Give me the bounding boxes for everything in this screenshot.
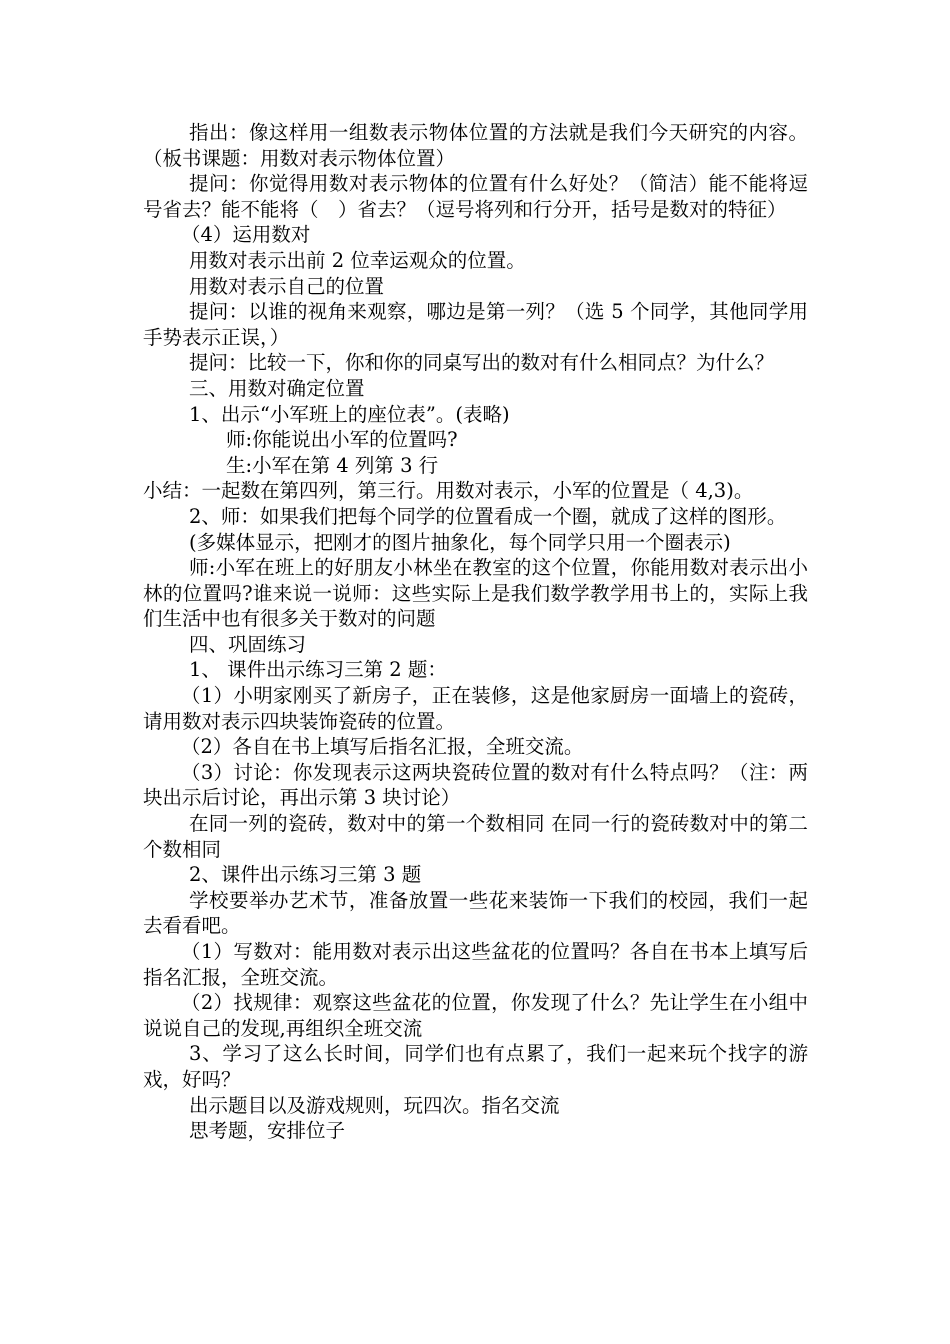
paragraph: (多媒体显示，把刚才的图片抽象化，每个同学只用一个圈表示) xyxy=(189,530,731,554)
paragraph: （2）找规律：观察这些盆花的位置，你发现了什么？先让学生在小组中说说自己的发现,再组织全班交流 xyxy=(143,991,808,1040)
paragraph: 2、师：如果我们把每个同学的位置看成一个圈，就成了这样的图形。 xyxy=(189,504,787,528)
paragraph: 用数对表示出前 2 位幸运观众的位置。 xyxy=(189,248,526,272)
paragraph: （2）各自在书上填写后指名汇报，全班交流。 xyxy=(181,735,584,759)
paragraph: （4）运用数对 xyxy=(181,223,311,247)
paragraph: 1、出示“小军班上的座位表”。(表略) xyxy=(189,402,510,426)
paragraph: 师:你能说出小军的位置吗? xyxy=(226,428,458,452)
paragraph: （1）写数对：能用数对表示出这些盆花的位置吗？各自在书本上填写后指名汇报，全班交流。 xyxy=(143,940,808,989)
document-body xyxy=(143,120,808,1144)
paragraph: 小结：一起数在第四列，第三行。用数对表示，小军的位置是（ 4,3)。 xyxy=(143,479,754,503)
paragraph: 用数对表示自己的位置 xyxy=(189,274,385,298)
paragraph: 思考题，安排位子 xyxy=(189,1119,346,1143)
section-heading: 四、巩固练习 xyxy=(189,632,307,656)
paragraph: 1、 课件出示练习三第 2 题： xyxy=(189,658,447,682)
section-heading: 三、用数对确定位置 xyxy=(189,376,365,400)
paragraph: 提问：以谁的视角来观察，哪边是第一列？（选 5 个同学，其他同学用手势表示正误，） xyxy=(143,300,808,349)
paragraph: 学校要举办艺术节，准备放置一些花来装饰一下我们的校园，我们一起去看看吧。 xyxy=(143,888,808,938)
paragraph: （3）讨论：你发现表示这两块瓷砖位置的数对有什么特点吗？（注：两块出示后讨论，再出示第 3 块讨论） xyxy=(143,760,808,810)
paragraph: 出示题目以及游戏规则，玩四次。指名交流 xyxy=(189,1093,560,1117)
paragraph: 生:小军在第 4 列第 3 行 xyxy=(226,453,439,477)
paragraph: 师:小军在班上的好朋友小林坐在教室的这个位置，你能用数对表示出小林的位置吗?谁来说一说师：这些实际上是我们数学教学用书上的，实际上我们生活中也有很多关于数对的问题 xyxy=(143,556,808,631)
paragraph: 提问：比较一下，你和你的同桌写出的数对有什么相同点？为什么？ xyxy=(189,351,775,375)
paragraph: 指出：像这样用一组数表示物体位置的方法就是我们今天研究的内容。（板书课题：用数对表示物体位置） xyxy=(143,121,808,170)
paragraph: 提问：你觉得用数对表示物体的位置有什么好处？（简洁）能不能将逗号省去？能不能将（ ）省去？（逗号将列和行分开，括号是数对的特征） xyxy=(143,172,808,221)
paragraph: 在同一列的瓷砖，数对中的第一个数相同 在同一行的瓷砖数对中的第二个数相同 xyxy=(143,812,808,861)
paragraph: 2、课件出示练习三第 3 题 xyxy=(189,863,422,887)
paragraph: （1）小明家刚买了新房子，正在装修，这是他家厨房一面墙上的瓷砖，请用数对表示四块装饰瓷砖的位置。 xyxy=(143,684,808,733)
paragraph: 3、学习了这么长时间，同学们也有点累了，我们一起来玩个找字的游戏，好吗？ xyxy=(143,1042,808,1091)
